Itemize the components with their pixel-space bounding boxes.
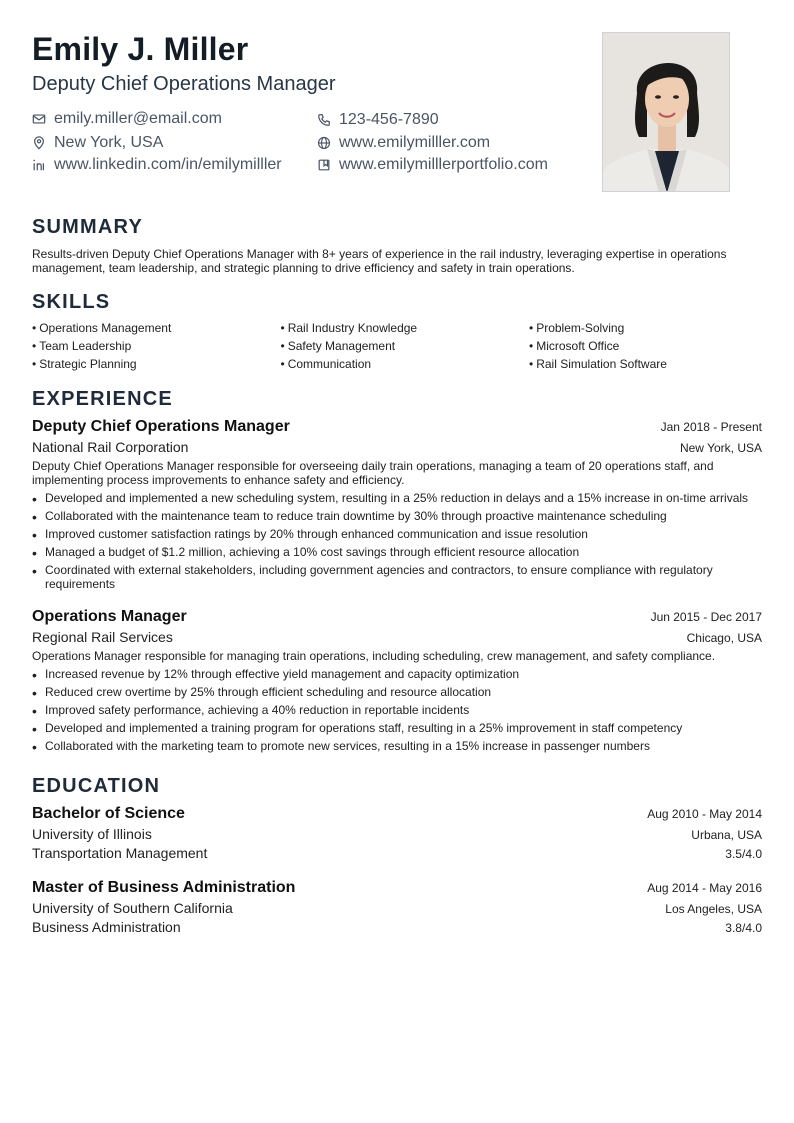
edu-location: Urbana, USA [691,828,762,842]
summary-heading: SUMMARY [32,216,143,238]
job-achievements [32,667,762,753]
job-role: Operations Manager [32,608,187,625]
education-heading: EDUCATION [32,775,161,797]
job-location: New York, USA [679,441,762,455]
job-role: Deputy Chief Operations Manager [32,418,290,435]
candidate-title: Deputy Chief Operations Manager [32,73,336,95]
contact-portfolio[interactable] [317,156,548,174]
contact-location [32,134,163,152]
candidate-name: Emily J. Miller [32,31,249,67]
skill-item: • Problem-Solving [529,321,762,335]
skill-item: • Operations Management [32,321,281,335]
edu-dates: Aug 2010 - May 2014 [647,807,762,821]
edu-gpa: 3.8/4.0 [725,921,762,935]
profile-photo [602,32,730,192]
skill-item: • Communication [281,357,530,371]
contact-email-text: emily.miller@email.com [54,110,222,127]
job-description: Operations Manager responsible for managing train operations, including scheduling, crew management, and safety compliance. [32,649,716,663]
contact-website-text: www.emilymilller.com [339,134,491,151]
job-dates: Jun 2015 - Dec 2017 [650,610,762,624]
summary-text: Results-driven Deputy Chief Operations Manager with 8+ years of experience in the rail industry, leveraging expertise in operations management, team leadership, and strategic planning to drive efficiency and safety in train operations. [32,247,727,275]
edu-field: Transportation Management [32,845,208,861]
portfolio-icon [317,158,331,172]
edu-field: Business Administration [32,919,181,935]
skill-item: • Rail Industry Knowledge [281,321,530,335]
contact-linkedin[interactable] [32,156,282,174]
achievement-item: • Collaborated with the maintenance team to reduce train downtime by 30% through proactive maintenance scheduling [32,509,762,523]
achievement-item: • Improved safety performance, achieving a 40% reduction in reportable incidents [32,703,762,717]
edu-dates: Aug 2014 - May 2016 [647,881,762,895]
edu-location: Los Angeles, USA [665,902,762,916]
achievement-item: • Collaborated with the marketing team to promote new services, resulting in a 15% increase in passenger numbers [32,739,762,753]
linkedin-icon [32,158,46,172]
education-entry [32,805,762,861]
experience-entry [32,608,762,757]
achievement-item: • Coordinated with external stakeholders, including government agencies and contractors, to ensure compliance with regulatory requirements [32,563,762,591]
contact-location-text: New York, USA [54,134,164,151]
phone-icon [317,113,331,127]
job-company: National Rail Corporation [32,439,189,455]
job-location: Chicago, USA [686,631,762,645]
contact-linkedin-text: www.linkedin.com/in/emilymilller [54,156,282,173]
job-achievements [32,491,762,591]
education-entry [32,879,762,935]
skill-item: • Microsoft Office [529,339,762,353]
job-dates: Jan 2018 - Present [660,420,762,434]
edu-school: University of Southern California [32,900,233,916]
job-company: Regional Rail Services [32,629,173,645]
achievement-item: • Improved customer satisfaction ratings by 20% through enhanced communication and issue resolution [32,527,762,541]
edu-school: University of Illinois [32,826,152,842]
edu-gpa: 3.5/4.0 [725,847,762,861]
edu-degree: Master of Business Administration [32,879,296,896]
edu-degree: Bachelor of Science [32,805,185,822]
skill-item: • Strategic Planning [32,357,281,371]
location-pin-icon [32,136,46,150]
job-description: Deputy Chief Operations Manager responsible for overseeing daily train operations, managing a team of 20 operations staff, and implementing process improvements to enhance safety and efficiency. [32,459,714,487]
achievement-item: • Developed and implemented a training program for operations staff, resulting in a 25% improvement in staff competency [32,721,762,735]
skill-item: • Team Leadership [32,339,281,353]
skills-list [32,321,762,371]
achievement-item: • Managed a budget of $1.2 million, achieving a 10% cost savings through efficient resource allocation [32,545,762,559]
skill-item: • Rail Simulation Software [529,357,762,371]
contact-website[interactable] [317,134,490,152]
contact-email[interactable] [32,110,222,128]
mail-icon [32,112,46,126]
achievement-item: • Developed and implemented a new scheduling system, resulting in a 25% reduction in delays and a 15% increase in on-time arrivals [32,491,762,505]
contact-phone[interactable] [317,111,439,129]
contact-portfolio-text: www.emilymilllerportfolio.com [339,156,548,173]
contact-phone-text: 123-456-7890 [339,111,439,128]
globe-icon [317,136,331,150]
experience-entry [32,418,762,595]
experience-heading: EXPERIENCE [32,388,173,410]
skills-heading: SKILLS [32,291,111,313]
achievement-item: • Reduced crew overtime by 25% through efficient scheduling and resource allocation [32,685,762,699]
skill-item: • Safety Management [281,339,530,353]
achievement-item: • Increased revenue by 12% through effective yield management and capacity optimization [32,667,762,681]
